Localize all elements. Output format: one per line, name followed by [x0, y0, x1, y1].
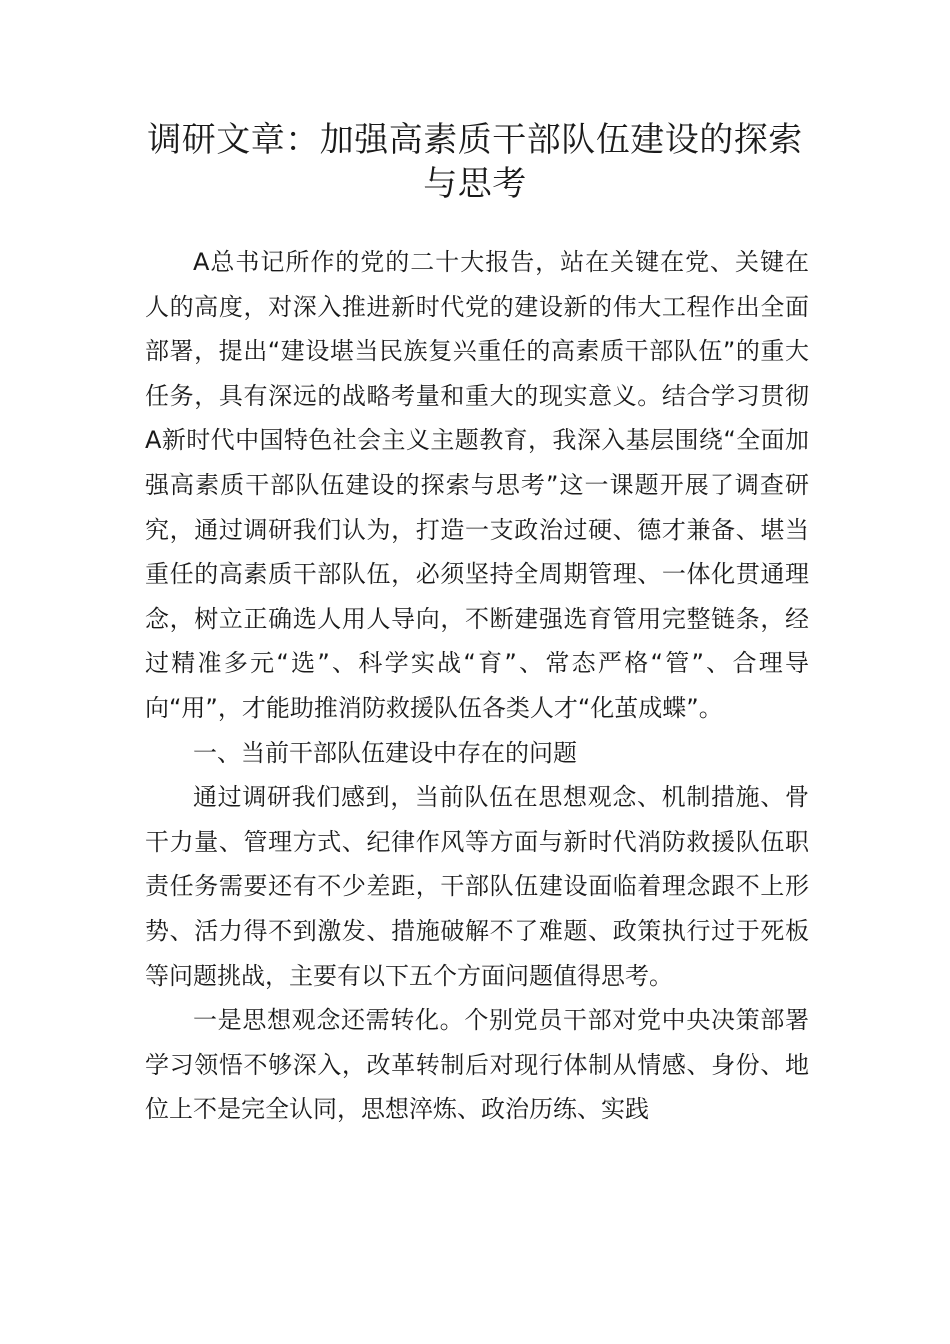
- document-body: [145, 240, 809, 1132]
- section-heading-1: 一、当前干部队伍建设中存在的问题: [193, 738, 577, 767]
- paragraph-problem-1: 一是思想观念还需转化。个别党员干部对党中央决策部署学习领悟不够深入，改革转制后对现行体制从情感、身份、地位上不是完全认同，思想淬炼、政治历练、实践: [145, 1006, 809, 1124]
- paragraph-problems-overview: 通过调研我们感到，当前队伍在思想观念、机制措施、骨干力量、管理方式、纪律作风等方面与新时代消防救援队伍职责任务需要还有不少差距，干部队伍建设面临着理念跟不上形势、活力得不到激发、措施破解不了难题、政策执行过于死板等问题挑战，主要有以下五个方面问题值得思考。: [145, 783, 809, 990]
- document-title: 调研文章：加强高素质干部队伍建设的探索与思考: [147, 120, 803, 204]
- paragraph-intro: A总书记所作的党的二十大报告，站在关键在党、关键在人的高度，对深入推进新时代党的建设新的伟大工程作出全面部署，提出“建设堪当民族复兴重任的高素质干部队伍”的重大任务，具有深远的战略考量和重大的现实意义。结合学习贯彻A新时代中国特色社会主义主题教育，我深入基层围绕“全面加强高素质干部队伍建设的探索与思考”这一课题开展了调查研究，通过调研我们认为，打造一支政治过硬、德才兼备、堪当重任的高素质干部队伍，必须坚持全周期管理、一体化贯通理念，树立正确选人用人导向，不断建强选育管用完整链条，经过精准多元“选”、科学实战“育”、常态严格“管”、合理导向“用”，才能助推消防救援队伍各类人才“化茧成蝶”。: [145, 248, 809, 722]
